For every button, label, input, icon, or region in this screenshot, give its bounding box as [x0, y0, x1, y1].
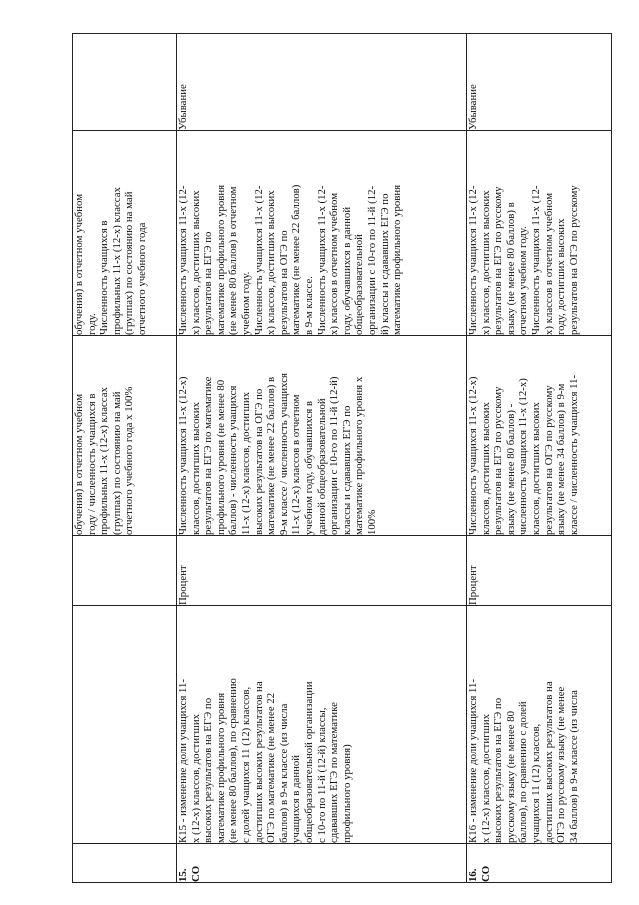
table-cell-unit: Процент — [467, 565, 479, 605]
table-cell-row-number: 16. СО — [467, 865, 492, 882]
table-cell-formula: обучения) в отчетном учебном году / численность учащихся в профильных 11-х (12-х) классах (группах) по состоянию на май отчетного учебного года x 100% — [73, 386, 136, 535]
table-cell-data: Численность учащихся 11-х (12- х) классов, достигших высоких результатов на ЕГЭ по математике профильного уровня (не менее 80 баллов) в отчетном учебном году. Численность учащихся 11-х (12- х) классов, достигших высоких результатов на ОГЭ по математике (не менее 22 баллов) в 9-м классе. Численность учащихся 11-х (12- х) классов в отчетном учебном году, обучавшихся в данной общеобразовательной организации с 10-го по 11-й (12- й) классы и сдававших ЕГЭ по математике профильного уровня — [177, 184, 404, 335]
table-cell-direction: Убывание — [467, 84, 479, 130]
table-cell-direction: Убывание — [177, 84, 189, 130]
table-cell-unit: Процент — [177, 565, 189, 605]
table-cell-indicator: К15 - изменение доли учащихся 11- х (12-х) классов, достигших высоких результатов на ЕГЭ по математике профильного уровня (не менее 80 баллов), по сравнению с долей учащихся 11 (12) классов, достигших высоких результатов на ОГЭ по математике (не менее 22 баллов) в 9-м классе (из числа учащихся в данной общеобразовательной организации с 10-го по 11-й (12-й) классы, сдававших ЕГЭ по математике профильного уровня) — [177, 678, 353, 843]
table-cell-indicator: К16 - изменение доли учащихся 11- х (12-х) классов, достигших высоких результатов на ЕГЭ по русскому языку (не менее 80 баллов), по сравнению с долей учащихся 11 (12) классов, достигших высоких результатов на ОГЭ по русскому языку (не менее 34 баллов) в 9-м классе (из числа — [467, 679, 580, 843]
table-cell-row-number: 15. СО — [177, 865, 202, 882]
table-cell-data: обучения) в отчетном учебном году. Численность учащихся в профильных 11-х (12-х) классах (группах) по состоянию на май отчетного учебного года — [73, 187, 148, 335]
table-border-bottom — [72, 882, 612, 883]
table-cell-formula: Численность учащихся 11-х (12-х) классов, достигших высоких результатов на ЕГЭ по математике профильного уровня (не менее 80 баллов) - численность учащихся 11-х (12-х) классов, достигших высоких результатов на ОГЭ по математике (не менее 22 баллов) в 9-м классе / численность учащихся 11-х (12-х) классов в отчетном учебном году, обучавшихся в данной общеобразовательной организации с 10-го по 11-й (12-й) классы и сдававших ЕГЭ по математике профильного уровня x 100% — [177, 373, 378, 535]
table-cell-formula: Численность учащихся 11-х (12-х) классов, достигших высоких результатов на ЕГЭ по русскому языку (не менее 80 баллов) - численность учащихся 11-х (12-х) классов, достигших высоких результатов на ОГЭ по русскому языку (не менее 34 баллов) в 9-м классе / численность учащихся 11- — [467, 374, 580, 535]
table-border-right — [611, 33, 612, 883]
table-cell-data: Численность учащихся 11-х (12- х) классов, достигших высоких результатов на ЕГЭ по русскому языку (не менее 80 баллов) в отчетном учебном году. Численность учащихся 11-х (12- х) классов в отчетном учебном году, достигших высоких результатов на ОГЭ по русскому — [467, 185, 580, 335]
